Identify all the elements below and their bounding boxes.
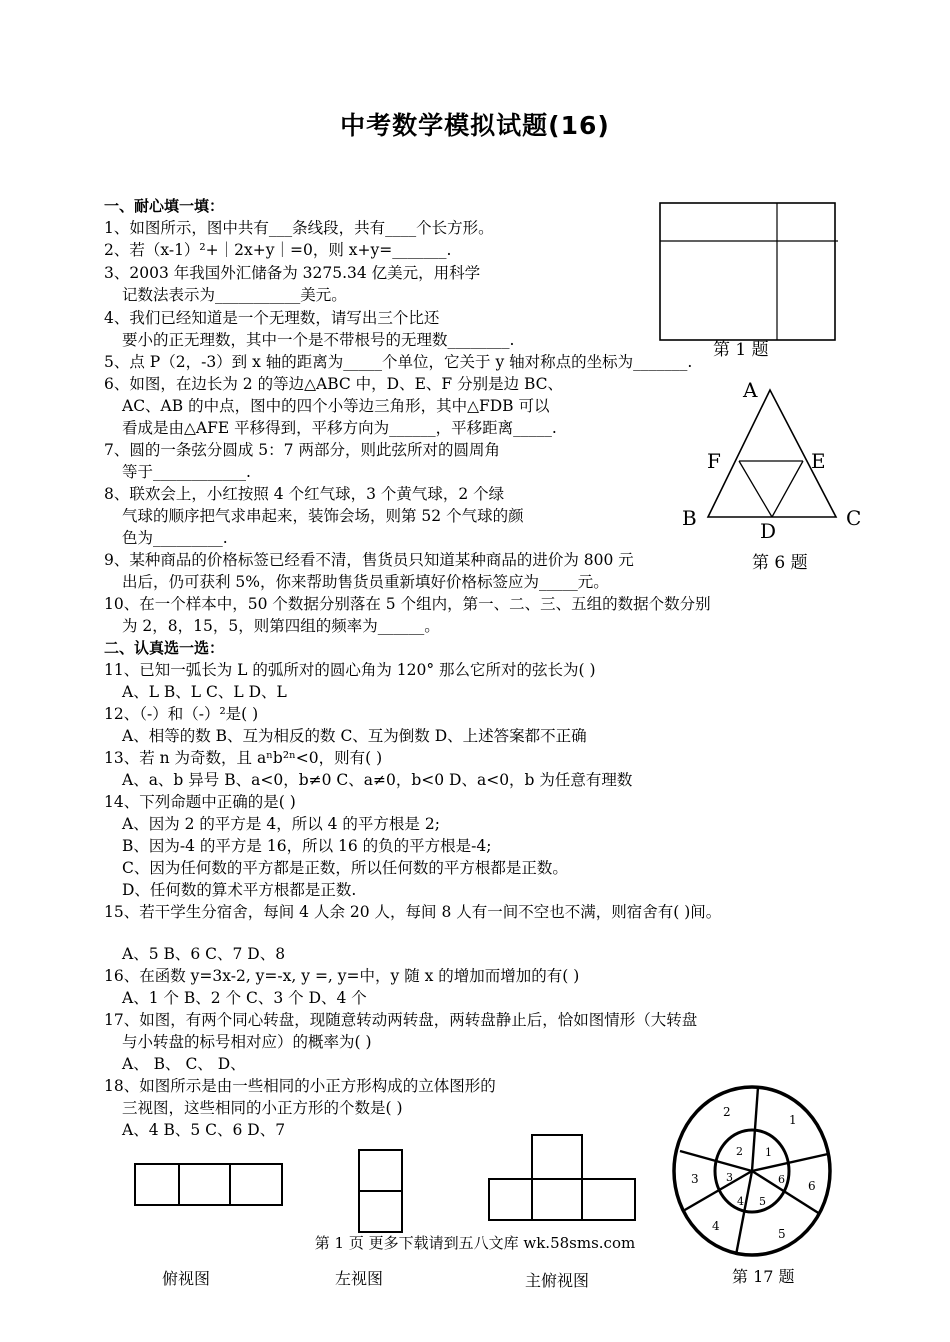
inner-label-4: 4 bbox=[737, 1195, 744, 1208]
question-4: 4、我们已经知道是一个无理数，请写出三个比还 bbox=[104, 309, 440, 327]
inner-label-5: 5 bbox=[759, 1195, 766, 1208]
question-10: 10、在一个样本中，50 个数据分别落在 5 个组内，第一、二、三、五组的数据个数分别 bbox=[104, 595, 711, 613]
question-14-a: A、因为 2 的平方是 4，所以 4 的平方根是 2; bbox=[122, 815, 440, 833]
page-title: 中考数学模拟试题(16) bbox=[340, 111, 610, 140]
section-fill-in: 一、耐心填一填： bbox=[104, 197, 225, 215]
question-3: 3、2003 年我国外汇储备为 3275.34 亿美元，用科学 bbox=[104, 264, 481, 282]
question-3-cont: 记数法表示为___________美元。 bbox=[122, 286, 347, 304]
figure-1-caption: 第 1 题 bbox=[713, 340, 769, 360]
inner-label-2: 2 bbox=[736, 1145, 743, 1158]
figure-1-rectangles bbox=[655, 198, 845, 346]
question-14-b: B、因为-4 的平方是 16，所以 16 的负的平方根是-4; bbox=[122, 837, 492, 855]
question-9-cont: 出后，仍可获利 5%，你来帮助售货员重新填好价格标签应为_____元。 bbox=[122, 573, 609, 591]
question-18-options: A、4 B、5 C、6 D、7 bbox=[122, 1121, 286, 1139]
question-18: 18、如图所示是由一些相同的小正方形构成的立体图形的 bbox=[104, 1077, 496, 1095]
question-11: 11、已知一弧长为 L 的弧所对的圆心角为 120° 那么它所对的弦长为( ) bbox=[104, 661, 596, 679]
outer-label-6: 6 bbox=[808, 1179, 816, 1193]
left-view-caption: 左视图 bbox=[335, 1269, 384, 1288]
question-1: 1、如图所示，图中共有___条线段，共有____个长方形。 bbox=[104, 219, 494, 237]
question-8: 8、联欢会上，小红按照 4 个红气球，3 个黄气球，2 个绿 bbox=[104, 485, 505, 503]
question-17: 17、如图，有两个同心转盘，现随意转动两转盘，两转盘静止后，恰如图情形（大转盘 bbox=[104, 1011, 698, 1029]
question-15: 15、若干学生分宿舍，每间 4 人余 20 人，每间 8 人有一间不空也不满，则宿舍有( )间。 bbox=[104, 903, 722, 921]
question-16-options: A、1 个 B、2 个 C、3 个 D、4 个 bbox=[122, 989, 367, 1007]
left-view-figure bbox=[357, 1148, 405, 1234]
question-6-cont2: 看成是由△AFE 平移得到，平移方向为______，平移距离_____. bbox=[122, 419, 557, 437]
figure-6-caption: 第 6 题 bbox=[752, 553, 808, 573]
question-5: 5、点 P（2，-3）到 x 轴的距离为_____个单位，它关于 y 轴对称点的坐标为_______. bbox=[104, 353, 693, 371]
vertex-label-c: C bbox=[846, 506, 862, 530]
question-13: 13、若 n 为奇数，且 aⁿb²ⁿ<0，则有( ) bbox=[104, 749, 383, 767]
vertex-label-b: B bbox=[682, 506, 697, 530]
inner-label-3: 3 bbox=[726, 1171, 733, 1184]
front-view-figure bbox=[487, 1133, 637, 1223]
question-16: 16、在函数 y=3x-2, y=-x, y =, y=中，y 随 x 的增加而增加的有( ) bbox=[104, 967, 580, 985]
question-8-cont1: 气球的顺序把气求串起来，装饰会场，则第 52 个气球的颜 bbox=[122, 507, 524, 525]
vertex-label-a: A bbox=[743, 378, 758, 402]
question-12: 12、（-）和（-）²是( ) bbox=[104, 705, 259, 723]
question-7-cont: 等于____________. bbox=[122, 463, 251, 481]
question-14-d: D、任何数的算术平方根都是正数. bbox=[122, 881, 357, 899]
page-footer: 第 1 页 更多下载请到五八文库 wk.58sms.com bbox=[314, 1234, 636, 1252]
question-11-options: A、L B、L C、L D、L bbox=[122, 683, 287, 701]
question-8-cont2: 色为_________. bbox=[122, 529, 228, 547]
outer-label-4: 4 bbox=[712, 1219, 720, 1233]
outer-label-1: 1 bbox=[789, 1113, 797, 1127]
question-10-cont: 为 2，8，15，5，则第四组的频率为______。 bbox=[122, 617, 440, 635]
top-view-caption: 俯视图 bbox=[162, 1269, 211, 1288]
question-17-options: A、 B、 C、 D、 bbox=[122, 1055, 246, 1073]
top-view-figure bbox=[133, 1162, 285, 1208]
question-17-cont: 与小转盘的标号相对应）的概率为( ) bbox=[122, 1033, 372, 1051]
vertex-label-d: D bbox=[760, 519, 777, 543]
section-multiple-choice: 二、认真选一选： bbox=[104, 639, 225, 657]
front-view-caption: 主俯视图 bbox=[525, 1271, 590, 1290]
question-14: 14、下列命题中正确的是( ) bbox=[104, 793, 296, 811]
inner-label-1: 1 bbox=[765, 1146, 772, 1159]
question-13-options: A、a、b 异号 B、a<0，b≠0 C、a≠0，b<0 D、a<0，b 为任意有理数 bbox=[122, 771, 633, 789]
question-14-c: C、因为任何数的平方都是正数，所以任何数的平方根都是正数。 bbox=[122, 859, 568, 877]
outer-label-5: 5 bbox=[778, 1227, 786, 1241]
question-2: 2、若（x-1）²+｜2x+y｜=0，则 x+y=_______. bbox=[104, 241, 452, 259]
outer-label-3: 3 bbox=[691, 1172, 699, 1186]
question-6: 6、如图，在边长为 2 的等边△ABC 中，D、E、F 分别是边 BC、 bbox=[104, 375, 564, 393]
vertex-label-f: F bbox=[707, 449, 721, 473]
question-4-cont: 要小的正无理数，其中一个是不带根号的无理数________. bbox=[122, 331, 515, 349]
inner-label-6: 6 bbox=[778, 1173, 785, 1186]
outer-label-2: 2 bbox=[723, 1105, 731, 1119]
question-18-cont: 三视图，这些相同的小正方形的个数是( ) bbox=[122, 1099, 403, 1117]
question-6-cont1: AC、AB 的中点，图中的四个小等边三角形，其中△FDB 可以 bbox=[122, 397, 550, 415]
question-7: 7、圆的一条弦分圆成 5：7 两部分，则此弦所对的圆周角 bbox=[104, 441, 500, 459]
figure-17-caption: 第 17 题 bbox=[732, 1267, 795, 1286]
question-9: 9、某种商品的价格标签已经看不清，售货员只知道某种商品的进价为 800 元 bbox=[104, 551, 634, 569]
vertex-label-e: E bbox=[811, 449, 826, 473]
question-15-options: A、5 B、6 C、7 D、8 bbox=[122, 945, 286, 963]
question-12-options: A、相等的数 B、互为相反的数 C、互为倒数 D、上述答案都不正确 bbox=[122, 727, 587, 745]
